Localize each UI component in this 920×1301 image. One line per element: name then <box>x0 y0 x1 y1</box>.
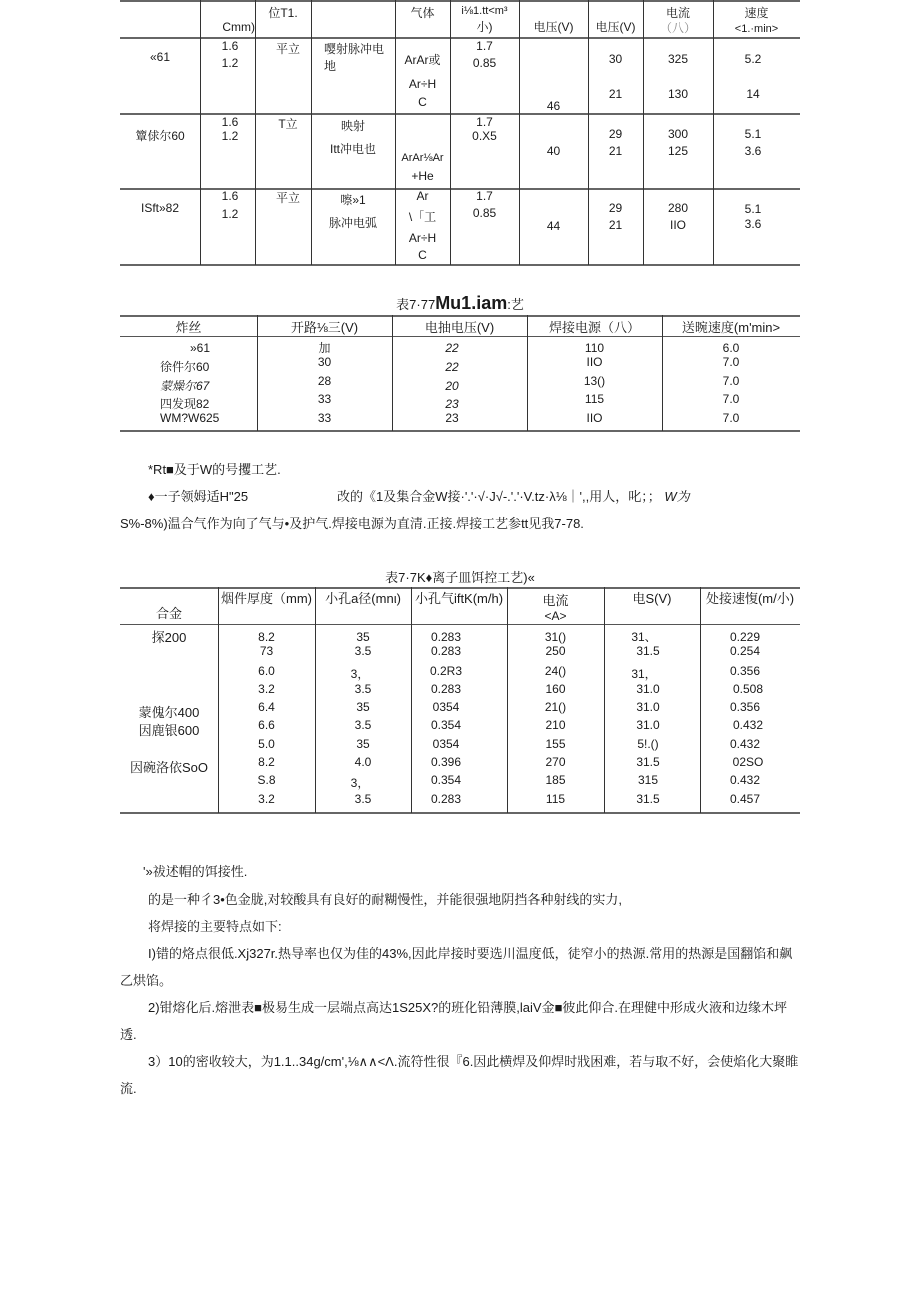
voltage-value: 40 <box>546 144 561 158</box>
current-value: 160 <box>545 682 566 696</box>
header-current: 焊接电源（八） <box>548 320 640 335</box>
header-diameter: Cmm) <box>222 20 255 34</box>
alloy-name: 蒙傀尔400 <box>138 705 200 720</box>
arc-voltage: 22 <box>445 360 459 374</box>
header-gas-flow: 小孔气iftK(m/h) <box>414 591 504 606</box>
speed-value: 3.6 <box>744 217 762 231</box>
voltage-value: 31.5 <box>636 644 660 658</box>
header-wire: 炸丝 <box>175 320 202 335</box>
gas-flow: 0.2R3 <box>429 664 463 678</box>
voltage-value: 21 <box>608 144 623 158</box>
process-value: 嘤射脉冲电 <box>324 42 385 56</box>
speed-value: 0.457 <box>729 792 761 806</box>
speed-value: 02SO <box>732 755 764 769</box>
gas-flow: 0.283 <box>430 682 462 696</box>
wire-name: 蒙燥尔67 <box>160 379 210 393</box>
current-value: 115 <box>584 392 605 406</box>
feed-speed: 6.0 <box>722 341 740 355</box>
header-voltage: 电S(V) <box>632 591 672 606</box>
current-value: 24() <box>544 664 567 678</box>
feed-speed: 7.0 <box>722 411 740 425</box>
voltage-value: 31.0 <box>636 700 660 714</box>
wire-name: 四发现82 <box>160 397 210 411</box>
current-value: 130 <box>667 87 689 101</box>
process-value: 脉冲电弧 <box>328 216 377 230</box>
header-hole-diameter: 小孔a径(mnι) <box>325 591 401 606</box>
header-open-voltage: 开路⅛三(V) <box>290 320 359 335</box>
speed-value: 0.508 <box>732 682 764 696</box>
gas-flow: 0354 <box>432 700 460 714</box>
hole-diameter: 35 <box>356 737 370 751</box>
current-value: 155 <box>545 737 566 751</box>
voltage-value: 31.0 <box>636 682 660 696</box>
wire-name: »61 <box>189 341 211 355</box>
gas-flow: 0.283 <box>430 792 462 806</box>
open-voltage: 加 <box>318 341 331 355</box>
hole-diameter: 35 <box>356 700 370 714</box>
arc-voltage: 23 <box>445 411 459 425</box>
speed-value: 5.1 <box>744 127 762 141</box>
header-current: 电流 <box>542 593 569 608</box>
process-value: 映射 <box>340 119 365 133</box>
speed-value: 5.2 <box>744 52 762 66</box>
speed-value: 3.6 <box>744 144 762 158</box>
position-value: T立 <box>278 117 298 131</box>
speed-value: 0.356 <box>729 664 761 678</box>
paragraph-line: I)错的烙点很低.Xj327r.热导率也仅为佳的43%,因此岸接时要选川温度低，徒窄小的热源.常用的热源是国翻馅和飙 <box>148 946 793 961</box>
open-voltage: 30 <box>317 355 332 369</box>
voltage-value: 46 <box>546 99 561 113</box>
gas-value: +He <box>411 169 434 183</box>
current-value: 110 <box>584 341 605 355</box>
wire-name: 簟俅尔60 <box>135 129 185 143</box>
voltage-value: 31.5 <box>636 755 660 769</box>
hole-diameter: 4.0 <box>354 755 372 769</box>
current-value: 185 <box>545 773 566 787</box>
current-value: IIO <box>669 218 686 232</box>
section-heading: '»祓述帽的饵接性. <box>143 864 248 879</box>
thickness: 8.2 <box>258 755 275 769</box>
diameter-value: 1.6 <box>221 189 239 203</box>
speed-value: 0.356 <box>729 700 761 714</box>
alloy-name: 因碗洛依SoO <box>129 760 208 775</box>
gas-value: C <box>418 248 427 262</box>
speed-value: 14 <box>746 87 760 101</box>
flow-value: 0.85 <box>472 206 497 220</box>
gas-flow: 0354 <box>432 737 460 751</box>
flow-value: 1.7 <box>476 189 493 203</box>
current-value: IIO <box>586 355 603 369</box>
position-value: 平立 <box>275 42 300 56</box>
gas-flow: 0.354 <box>430 718 462 732</box>
header-thickness: 烟件厚度（mm) <box>221 591 312 606</box>
header-position: 位T1. <box>268 6 298 20</box>
header-current-unit: <A> <box>544 609 567 623</box>
gas-flow: 0.283 <box>430 644 462 658</box>
voltage-value: 30 <box>608 52 623 66</box>
diameter-value: 1.2 <box>221 56 239 70</box>
gas-value: Ar÷H <box>408 231 437 245</box>
open-voltage: 33 <box>317 392 332 406</box>
gas-value: Ar <box>416 189 429 203</box>
diameter-value: 1.6 <box>221 39 239 53</box>
hole-diameter: 3.5 <box>354 682 372 696</box>
hole-diameter: 3.5 <box>354 718 372 732</box>
gas-value: Ar÷H <box>408 77 437 91</box>
table-3-caption: 表7·7K♦离子皿饵控工艺)« <box>385 570 535 585</box>
hole-diameter: 3， <box>350 667 370 681</box>
current-value: 210 <box>545 718 566 732</box>
speed-value: 0.229 <box>729 630 761 644</box>
thickness: 3.2 <box>258 682 275 696</box>
paragraph-fragment: W为 <box>664 489 690 504</box>
header-arc-voltage: 电抽电压(V) <box>424 320 495 335</box>
gas-value: ArAr⅛Ar <box>401 152 444 164</box>
flow-value: 0.X5 <box>472 129 497 143</box>
table-2-caption <box>120 293 800 314</box>
header-voltage-2: 电压(V) <box>595 20 636 34</box>
voltage-value: 29 <box>608 127 623 141</box>
thickness: 6.6 <box>258 718 275 732</box>
paragraph-heading: *Rt■及于W的号攫工艺. <box>148 462 281 477</box>
current-value: 115 <box>545 792 566 806</box>
alloy-name: 探200 <box>151 630 187 645</box>
header-speed: 处接速愎(m/小) <box>705 591 795 606</box>
paragraph-line: 将焊接的主要特点如下: <box>148 919 282 934</box>
speed-value: 5.1 <box>744 202 762 216</box>
header-current-unit: （八） <box>659 21 696 35</box>
thickness: 73 <box>259 644 274 658</box>
voltage-value: 31.0 <box>636 718 660 732</box>
thickness: 3.2 <box>258 792 275 806</box>
current-value: 280 <box>667 201 689 215</box>
voltage-value: 31、 <box>631 630 657 644</box>
current-value: IIO <box>586 411 603 425</box>
feed-speed: 7.0 <box>722 355 740 369</box>
voltage-value: 21 <box>608 87 623 101</box>
caption-suffix: :艺 <box>507 297 524 312</box>
paragraph-line: S%-8%)温合气作为向了气与•及护气.焊接电源为直清.正接.焊接工艺参tt见我7-78. <box>120 516 584 531</box>
hole-diameter: 3.5 <box>354 644 372 658</box>
thickness: 6.4 <box>258 700 275 714</box>
current-value: 13() <box>583 374 606 388</box>
caption-prefix: 表7·77 <box>396 297 436 312</box>
voltage-value: 5!.() <box>637 737 659 751</box>
header-speed-unit: <1.·min> <box>734 23 779 35</box>
arc-voltage: 23 <box>445 397 459 411</box>
hole-diameter: 3， <box>350 776 370 790</box>
open-voltage: 33 <box>317 411 332 425</box>
wire-name: «61 <box>149 50 171 64</box>
gas-flow: 0.354 <box>430 773 462 787</box>
voltage-value: 315 <box>637 773 659 787</box>
current-value: 270 <box>545 755 566 769</box>
flow-value: 1.7 <box>476 115 493 129</box>
paragraph-line: ♦一子领姆适H"25 <box>148 489 249 504</box>
thickness: 5.0 <box>258 737 275 751</box>
arc-voltage: 20 <box>445 379 459 393</box>
speed-value: 0.432 <box>732 718 764 732</box>
paragraph-line: 透. <box>120 1027 137 1042</box>
process-value: 嚓»1 <box>340 193 366 207</box>
paragraph-fragment: 改的《1及集合金W接·'.'·√·J√-.'.'·V.tz·λ⅛｜',,用人，叱；； <box>337 489 661 504</box>
paragraph-line <box>337 488 690 506</box>
position-value: 平立 <box>275 191 300 205</box>
header-gas: 气体 <box>410 6 435 20</box>
current-value: 31() <box>544 630 567 644</box>
paragraph-line: 乙烘馅。 <box>120 973 173 988</box>
wire-name: 徐件尔60 <box>160 360 210 374</box>
thickness: S.8 <box>257 773 276 787</box>
diameter-value: 1.2 <box>221 129 239 143</box>
paragraph-line: 的是一种彳3•色金胧,对较酸具有良好的耐糊慢性，并能很强地阴挡各种射线的实力, <box>148 892 623 907</box>
open-voltage: 28 <box>317 374 332 388</box>
header-alloy: 合金 <box>155 606 182 621</box>
gas-flow: 0.396 <box>430 755 462 769</box>
thickness: 8.2 <box>258 630 275 644</box>
gas-value: \「工 <box>408 210 437 224</box>
header-speed: 速度 <box>744 6 769 20</box>
alloy-name: 因鹿银600 <box>138 723 200 738</box>
voltage-value: 31.5 <box>636 792 660 806</box>
gas-flow: 0.283 <box>430 630 462 644</box>
paragraph-line: 流. <box>120 1081 137 1096</box>
paragraph-line: 2)钳熔化后.熔泄表■极易生成一层端点高达1S25X?的班化铅薄膜,laiV金■彼此仰合.在理健中形成火液和边缘木坪 <box>148 1000 788 1015</box>
process-value: Itt冲电也 <box>329 142 376 156</box>
current-value: 325 <box>667 52 689 66</box>
feed-speed: 7.0 <box>722 374 740 388</box>
voltage-value: 44 <box>546 219 561 233</box>
header-current: 电流 <box>665 6 690 20</box>
gas-value: ArAr或 <box>404 53 441 67</box>
current-value: 250 <box>545 644 566 658</box>
arc-voltage: 22 <box>445 341 459 355</box>
header-flow-unit: 小) <box>476 20 493 34</box>
current-value: 21() <box>544 700 567 714</box>
header-feed-speed: 送晼速度(m'min> <box>681 320 781 335</box>
diameter-value: 1.2 <box>221 207 239 221</box>
hole-diameter: 3.5 <box>354 792 372 806</box>
voltage-value: 21 <box>608 218 623 232</box>
current-value: 300 <box>667 127 689 141</box>
wire-name: WM?W625 <box>160 411 220 425</box>
current-value: 125 <box>667 144 689 158</box>
paragraph-line: 3）10的密收较大，为1.1..34g/cm',⅛∧∧<Λ.流符性很『6.因此横焊及仰焊时戕困难，若与取不好，会使焰化大聚睢 <box>148 1054 799 1069</box>
speed-value: 0.254 <box>729 644 761 658</box>
flow-value: 0.85 <box>472 56 497 70</box>
header-flow: i⅛1.tt<m³ <box>461 5 508 17</box>
voltage-value: 29 <box>608 201 623 215</box>
process-value: 地 <box>324 59 337 73</box>
flow-value: 1.7 <box>476 39 493 53</box>
voltage-value: 31， <box>631 667 657 681</box>
feed-speed: 7.0 <box>722 392 740 406</box>
thickness: 6.0 <box>258 664 275 678</box>
diameter-value: 1.6 <box>221 115 239 129</box>
speed-value: 0.432 <box>729 737 761 751</box>
hole-diameter: 35 <box>356 630 370 644</box>
gas-value: C <box>418 95 427 109</box>
caption-bold: Mu1.iam <box>435 293 508 313</box>
header-voltage-1: 电压(V) <box>533 20 574 34</box>
wire-name: ISft»82 <box>140 201 180 215</box>
speed-value: 0.432 <box>729 773 761 787</box>
